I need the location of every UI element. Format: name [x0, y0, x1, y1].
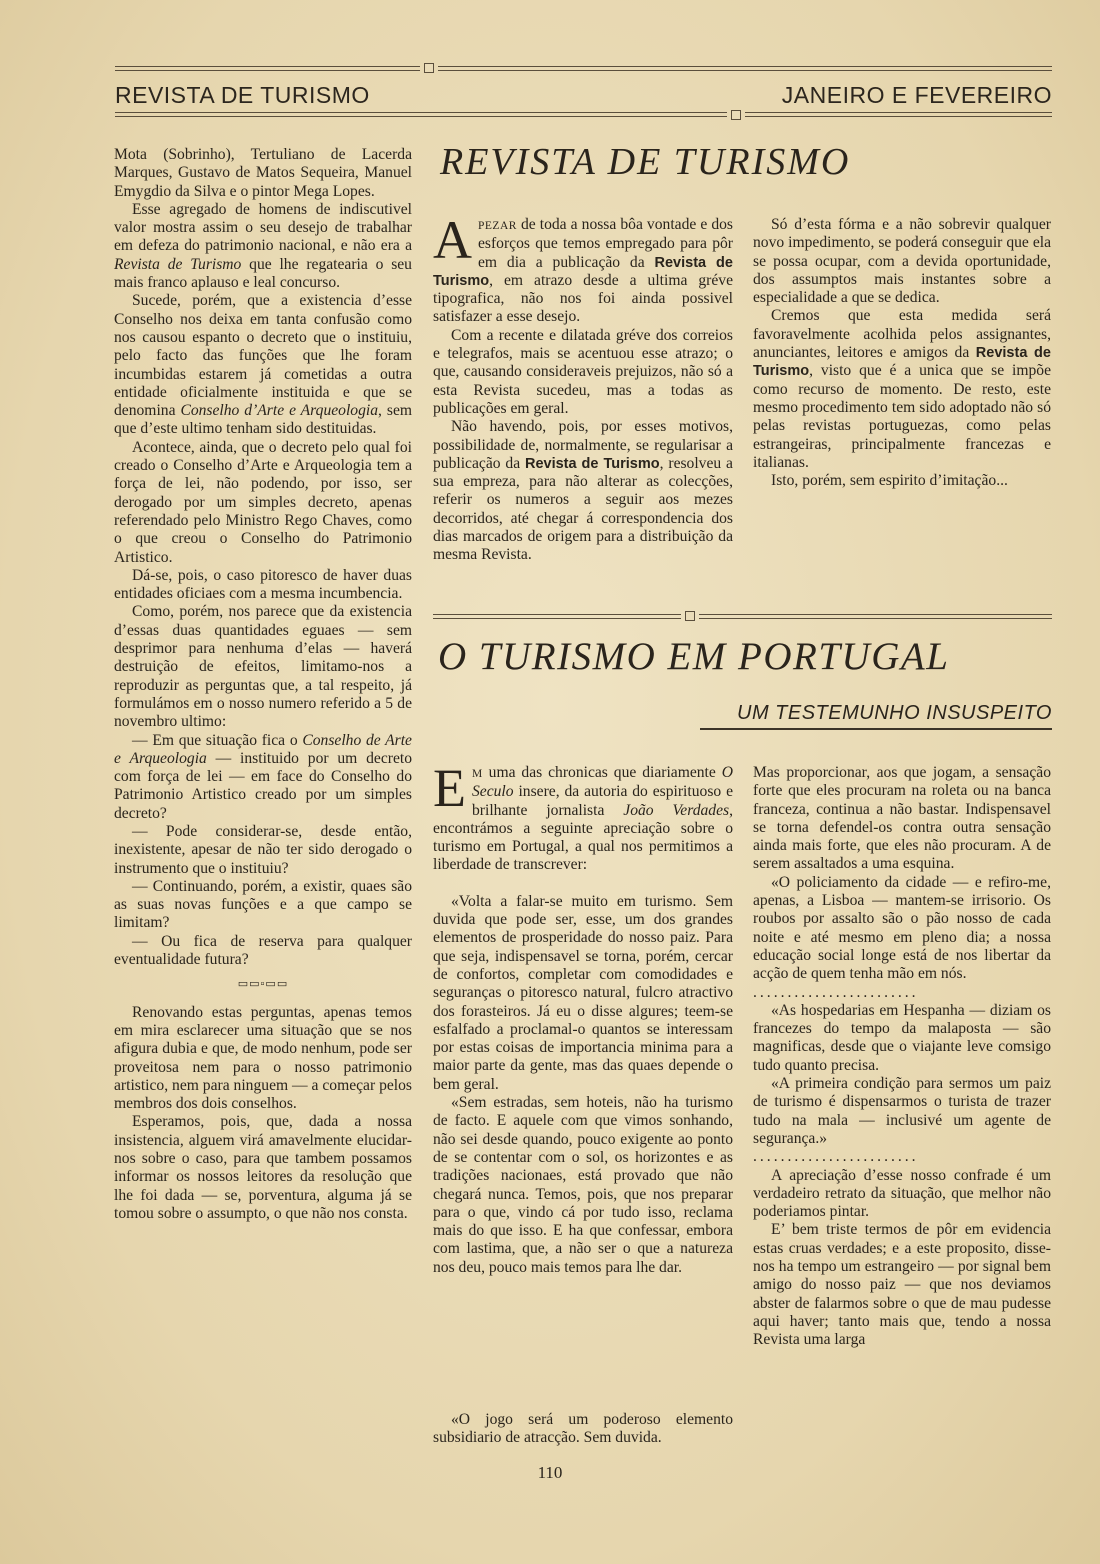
paragraph: Mas proporcionar, aos que jogam, a sensação forte que eles procuram na roleta ou na banca franceza, continua a não bastar. Indispensavel se torna defendel-os contra outra sensação ainda mais forte, que eles não procuram. A de serem assaltados a uma esquina. — [753, 764, 1051, 873]
paragraph: Esse agregado de homens de indiscutivel valor mostra assim o seu desejo de trabalhar em defeza do patrimonio nacional, e não era a Revista de Turismo que lhe regatearia o seu mais franco aplauso e leal concurso. — [114, 200, 412, 292]
paragraph: «A primeira condição para sermos um paiz de turismo é dispensarmos o turista de trazer tudo na mala — inclusivé um agente de segurança.» — [753, 1075, 1051, 1147]
paragraph: E M uma das chronicas que diariamente O Seculo insere, da autoria do espirituoso e brilhante jornalista João Verdades, encontrámos a seguinte apreciação sobre o turismo em Portugal, a qual nos permitimos a liberdade de transcrever: — [433, 758, 733, 874]
paragraph: — Pode considerar-se, desde então, inexistente, apesar de não ter sido derogado o instrumento que o instituiu? — [114, 822, 412, 877]
paragraph: «Volta a falar-se muito em turismo. Sem duvida que pode ser, esse, um dos grandes elementos de prosperidade do nosso paiz. Para que seja, indispensavel se torna, porém, cercar de confortos, completar com comodidades e seguranças o pitoresco natural, fulcro atractivo dos forasteiros. Já eu o disse algures; teem-se esfalfado a proclamal-o quantos se interessam por estas coisas de importancia minima para a maior parte da gente, mas das quaes depende o bem geral. — [433, 892, 733, 1093]
running-head-right: JANEIRO E FEVEREIRO — [781, 82, 1052, 108]
article2-continuation-left — [433, 1411, 733, 1447]
article-title-revista: REVISTA DE TURISMO — [440, 141, 851, 183]
paragraph: E’ bem triste termos de pôr em evidencia estas cruas verdades; e a este proposito, disse-nos ha tempo um estrangeiro — por signal bem amigo do nosso paiz — que nos deviamos abster de falarmos sobre o que de mau pudesse aqui haver; tanto mais que, tendo a nossa Revista uma larga — [753, 1221, 1051, 1349]
header-ornament — [424, 63, 434, 73]
header-bottom-rule-right — [745, 112, 1052, 117]
header-top-rule — [115, 66, 420, 71]
ellipsis-row: ........................ — [753, 1148, 919, 1166]
paragraph: A apreciação d’esse nosso confrade é um verdadeiro retrato da situação, que melhor não poderiamos pintar. — [753, 1166, 1051, 1221]
paragraph: — Ou fica de reserva para qualquer eventualidade futura? — [114, 932, 412, 969]
article-subtitle: UM TESTEMUNHO INSUSPEITO — [737, 702, 1052, 724]
section-divider-right — [699, 614, 1052, 619]
article1-left-column — [433, 210, 733, 565]
paragraph: Dá-se, pois, o caso pitoresco de haver duas entidades oficiaes com a mesma incumbencia. — [114, 566, 412, 603]
paragraph: Renovando estas perguntas, apenas temos em mira esclarecer uma situação que se nos afigura dubia e que, de modo nenhum, pode ser proveitosa nem para o nosso patrimonio artistico, nem para ninguem — a começar pelos membros dos dois conselhos. — [114, 1003, 412, 1113]
header-bottom-rule — [115, 112, 727, 117]
divider-ornament — [685, 611, 695, 621]
drop-cap: A — [433, 210, 472, 270]
paragraph: Mota (Sobrinho), Tertuliano de Lacerda Marques, Gustavo de Matos Sequeira, Manuel Emygdio da Silva e o pintor Mega Lopes. — [114, 146, 412, 200]
paragraph: «Sem estradas, sem hoteis, não ha turismo de facto. E aquele com que vimos sonhando, não sei desde quando, pouco exigente ao ponto de se contentar com o sol, os horizontes e as tradições nacionaes, está provado que não chegará nunca. Temos, pois, que nos preparar para o que, vindo cá por tudo isso, reclama mais do que isso. E ha que confessar, embora com lastima, que, a não ser o que a natureza nos deu, pouco mais temos para lhe dar. — [433, 1094, 733, 1276]
subtitle-underline — [700, 728, 1052, 730]
paragraph: «O jogo será um poderoso elemento subsidiario de atracção. Sem duvida. — [433, 1411, 733, 1447]
section-ornament: ▭▭▫▭▭ — [237, 978, 289, 991]
paragraph: Sucede, porém, que a existencia d’esse Conselho nos deixa em tanta confusão como nos causou espanto o decreto que o instituiu, pelo facto das funções que lhe foram incumbidas estarem já cometidas a outra entidade oficialmente instituida e que se denomina Conselho d’Arte e Arqueologia, sem que d’este ultimo tenham sido destituidas. — [114, 292, 413, 438]
paragraph: — Em que situação fica o Conselho de Arte e Arqueologia — instituido por um decreto com força de lei — em face do Conselho do Patrimonio Artistico creado por um simples decreto? — [114, 731, 413, 822]
article2-left-column — [433, 758, 733, 1277]
ellipsis-row: ........................ — [753, 983, 919, 1001]
paragraph: Como, porém, nos parece que da existencia d’essas duas quantidades eguaes — sem desprimor para nenhuma d’elas — haverá destruição de efeitos, limitamo-nos a reproduzir as perguntas que, a tal respeito, já formulámos em o nosso numero referido a 5 de novembro ultimo: — [114, 603, 412, 731]
paragraph: «O policiamento da cidade — e refiro-me, apenas, a Lisboa — mantem-se irrisorio. Os roubos por assalto são o pão nosso de cada noite e até mesmo em pleno dia; a nossa educação social longe está de nos libertar da acção de quem tenha mão em nós. — [753, 873, 1051, 983]
paragraph: «As hospedarias em Hespanha — diziam os francezes do tempo da malaposta — são magnificas, desde que o viajante leve comsigo tudo quanto precisa. — [753, 1001, 1051, 1074]
header-top-rule-right — [438, 66, 1052, 71]
running-head-left: REVISTA DE TURISMO — [115, 82, 370, 108]
paragraph: Com a recente e dilatada gréve dos correios e telegrafos, mais se acentuou esse atrazo; o que, causando consideraveis prejuizos, não só a esta Revista sucedeu, mas a todas as publicações em geral. — [433, 326, 733, 417]
paragraph: Acontece, ainda, que o decreto pelo qual foi creado o Conselho d’Arte e Arqueologia tem a força de lei, não podendo, por isso, ser derogado por um simples decreto, apenas referendado pelo Ministro Rego Chaves, como o que creou o Conselho do Patrimonio Artistico. — [114, 438, 412, 566]
paragraph: APEZAR de toda a nossa bôa vontade e dos esforços que temos empregado para pôr em dia a publicação da Revista de Turismo, em atrazo desde a ultima gréve tipografica, não nos foi ainda possivel satisfazer a esse desejo. — [433, 210, 733, 326]
paragraph: Isto, porém, sem espirito d’imitação... — [771, 472, 1008, 490]
header-ornament-2 — [731, 110, 741, 120]
article-title-turismo: O TURISMO EM PORTUGAL — [438, 635, 950, 678]
article1-right-column — [753, 216, 1051, 490]
left-column — [114, 146, 412, 1223]
paragraph: Não havendo, pois, por esses motivos, possibilidade de, normalmente, se regularisar a publicação da Revista de Turismo, resolveu a sua empreza, para não alterar as colecções, referir os numeros a seguir aos mezes decorridos, até chegar á correspondencia dos dias marcados de origem para a distribuição da mesma Revista. — [433, 418, 733, 564]
section-divider — [433, 614, 681, 619]
page-number: 110 — [537, 1463, 563, 1482]
paragraph: Esperamos, pois, que, dada a nossa insistencia, alguem virá amavelmente elucidar-nos sobre o caso, para que tambem possamos informar os nossos leitores da resolução que lhe foi dada — se, porventura, alguma já se tomou sobre o assumpto, o que não nos consta. — [114, 1113, 412, 1222]
paragraph: Cremos que esta medida será favoravelmente acolhida pelos assignantes, anunciantes, leitores e amigos da Revista de Turismo, visto que é a unica que se impõe como recurso de momento. De resto, este mesmo procedimento tem sido adoptado não só pelas revistas portuguezas, como pelas estrangeiras, principalmente francezas e italianas. — [753, 307, 1051, 471]
paragraph: — Continuando, porém, a existir, quaes são as suas novas funções e a que campo se limitam? — [114, 877, 412, 932]
paragraph: Só d’esta fórma e a não sobrevir qualquer novo impedimento, se poderá conseguir que ela se possa ocupar, com a devida oportunidade, dos assumptos mais instantes sobre a especialidade a que se dedica. — [753, 216, 1051, 307]
article2-right-text — [753, 764, 1051, 1350]
drop-cap: E — [433, 758, 466, 818]
